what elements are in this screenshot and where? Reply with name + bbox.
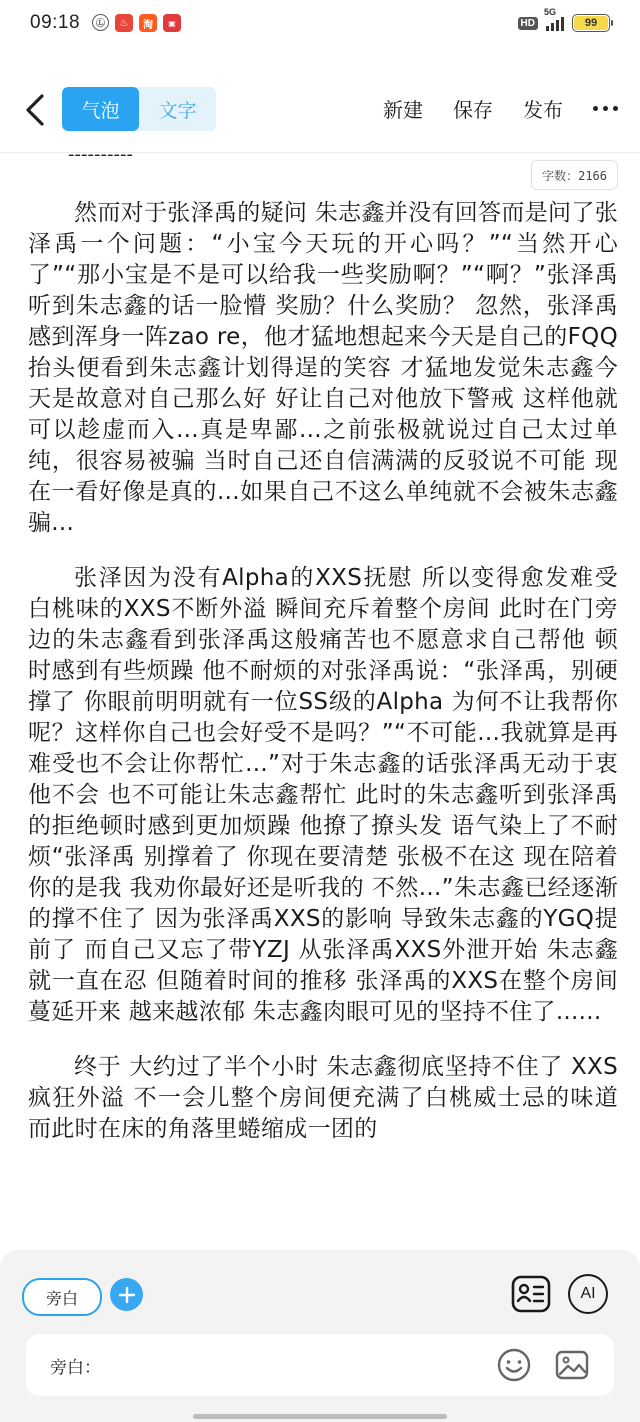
paragraph: 张泽因为没有Alpha的XXS抚慰 所以变得愈发难受 白桃味的XXS不断外溢 瞬间充斥着整个房间 此时在门旁边的朱志鑫看到张泽禹这般痛苦也不愿意求自己帮他 顿时感到有些烦躁 他不耐烦的对张泽禹说：“张泽禹，别硬撑了 你眼前明明就有一位SS级的Alpha 为何不让我帮你呢？这样你自己也会好受不是吗？”“不可能...我就算是再难受也不会让你帮忙...”对于朱志鑫的话张泽禹无动于衷 他不会 也不可能让朱志鑫帮忙 此时的朱志鑫听到张泽禹的拒绝顿时感到更加烦躁 他撩了撩头发 语气染上了不耐烦“张泽禹 别撑着了 你现在要清楚 张极不在这 现在陪着你的是我 我劝你最好还是听我的 不然...”朱志鑫已经逐渐的撑不住了 因为张泽禹XXS的影响 导致朱志鑫的YGQ提前了 而自己又忘了带YZJ 从张泽禹XXS外泄开始 朱志鑫就一直在忍 但随着时间的推移 张泽禹的XXS在整个房间蔓延开来 越来越浓郁 朱志鑫肉眼可见的坚持不住了...... xyxy=(28,565,618,1025)
home-indicator xyxy=(193,1414,447,1419)
tab-text[interactable]: 文字 xyxy=(158,99,197,122)
tab-bubble[interactable]: 气泡 xyxy=(62,87,139,131)
separator-line: ---------- xyxy=(68,144,133,165)
save-button[interactable]: 保存 xyxy=(453,98,493,122)
role-chip-narrator[interactable]: 旁白 xyxy=(22,1278,102,1316)
image-icon xyxy=(554,1347,590,1383)
word-count-badge: 字数：2166 xyxy=(531,160,618,190)
app-notification-icon: ♨ xyxy=(115,14,133,32)
add-role-button[interactable] xyxy=(110,1278,143,1311)
bottom-input-panel xyxy=(0,1250,640,1422)
network-type: 5G xyxy=(544,7,557,17)
smiley-icon xyxy=(496,1347,532,1383)
ai-button[interactable]: AI xyxy=(568,1274,608,1314)
chevron-left-icon xyxy=(24,93,46,127)
script-button[interactable] xyxy=(510,1274,552,1314)
signal-icon xyxy=(544,7,564,31)
shop-app-icon: ▣ xyxy=(163,14,181,32)
battery-icon xyxy=(572,14,610,32)
emoji-button[interactable] xyxy=(496,1347,532,1383)
more-horizontal-icon[interactable] xyxy=(593,106,618,111)
dialogue-input[interactable] xyxy=(26,1334,614,1396)
system-status xyxy=(518,7,610,32)
status-bar xyxy=(0,0,640,52)
input-role-label: 旁白： xyxy=(50,1358,101,1378)
taobao-icon: 淘 xyxy=(139,14,157,32)
nav-actions xyxy=(383,94,618,123)
paragraph: 终于 大约过了半个小时 朱志鑫彻底坚持不住了 XXS疯狂外溢 不一会儿整个房间便充满了白桃威士忌的味道 而此时在床的角落里蜷缩成一团的 xyxy=(28,1054,618,1142)
image-button[interactable] xyxy=(554,1347,590,1383)
battery-level: 99 xyxy=(584,17,598,29)
notification-icons xyxy=(92,14,181,32)
top-nav xyxy=(0,80,640,140)
new-button[interactable]: 新建 xyxy=(383,98,423,122)
script-card-icon xyxy=(511,1275,551,1313)
app-notification-icon: Ⓛ xyxy=(92,14,109,31)
back-button[interactable] xyxy=(18,90,52,130)
status-time: 09:18 xyxy=(30,12,81,33)
publish-button[interactable]: 发布 xyxy=(523,98,563,122)
hd-icon: HD xyxy=(518,17,538,30)
mode-toggle xyxy=(62,87,216,131)
plus-icon xyxy=(118,1286,136,1304)
story-text[interactable] xyxy=(28,198,618,1169)
editor-content[interactable] xyxy=(28,140,618,1248)
paragraph: 然而对于张泽禹的疑问 朱志鑫并没有回答而是问了张泽禹一个问题：“小宝今天玩的开心吗？”“当然开心了”“那小宝是不是可以给我一些奖励啊？”“啊？”张泽禹听到朱志鑫的话一脸懵 奖励？什么奖励？ 忽然，张泽禹感到浑身一阵zao re，他才猛地想起来今天是自己的FQQ 抬头便看到朱志鑫计划得逞的笑容 才猛地发觉朱志鑫今天是故意对自己那么好 好让自己对他放下警戒 这样他就可以趁虚而入...真是卑鄙...之前张极就说过自己太过单纯，很容易被骗 当时自己还自信满满的反驳说不可能 现在一看好像是真的...如果自己不这么单纯就不会被朱志鑫骗... xyxy=(28,200,618,536)
